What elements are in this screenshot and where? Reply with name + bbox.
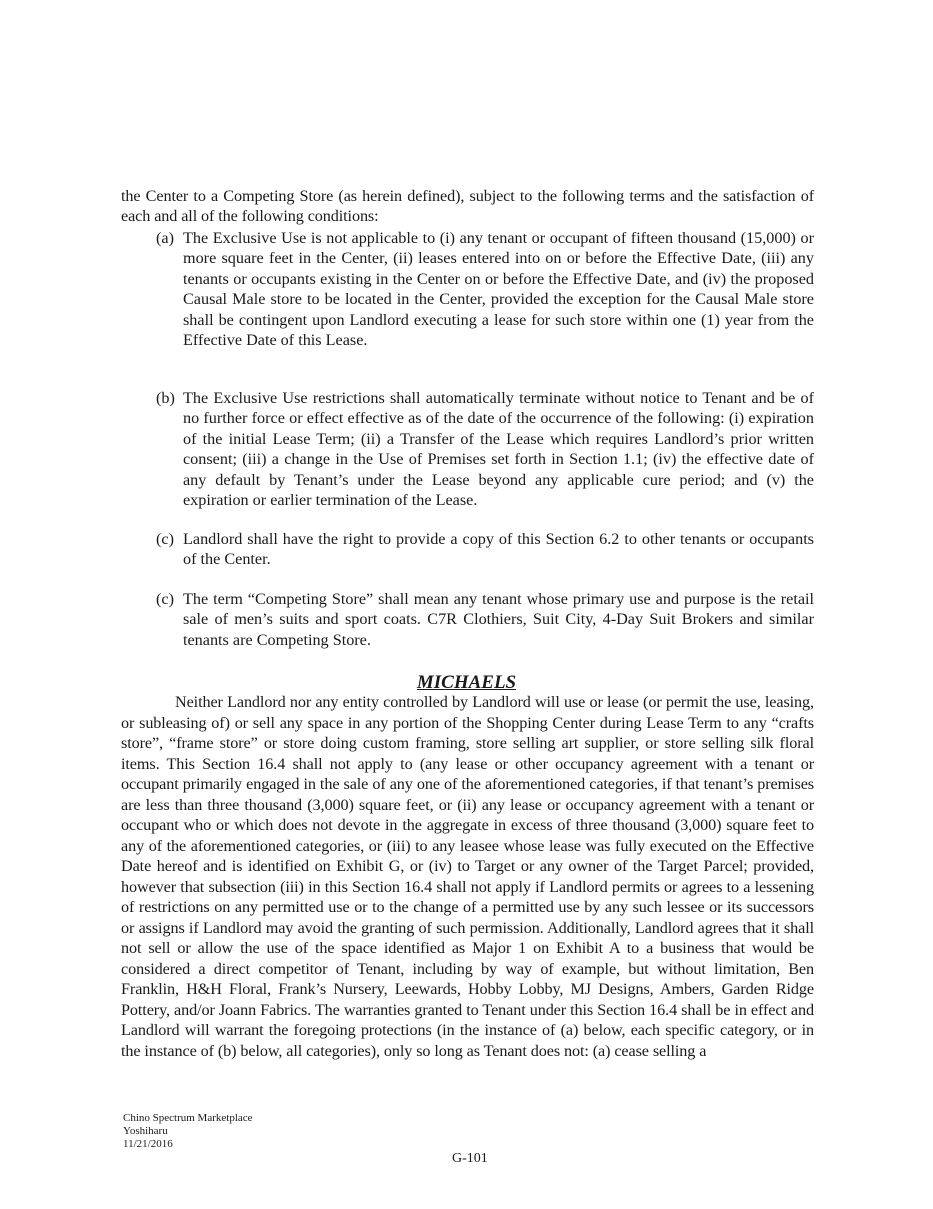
intro-paragraph: the Center to a Competing Store (as herein defined), subject to the following terms and the satisfaction of each and all of the following conditions: [121,187,814,226]
condition-text: The Exclusive Use is not applicable to (i) any tenant or occupant of fifteen thousand (15,000) or more square feet in the Center, (ii) leases entered into on or before the Effective Date, (iii) any tenants or occupants existing in the Center on or before the Effective Date, and (iv) the proposed Causal Male store to be located in the Center, provided the exception for the Causal Male store shall be contingent upon Landlord executing a lease for such store within one (1) year from the Effective Date of this Lease. [183,229,814,350]
michaels-paragraph: Neither Landlord nor any entity controlled by Landlord will use or lease (or permit the use, leasing, or subleasing of) or sell any space in any portion of the Shopping Center during Lease Term to any “crafts store”, “frame store” or store doing custom framing, store selling art supplier, or store selling silk floral items. This Section 16.4 shall not apply to (any lease or other occupancy agreement with a tenant or occupant primarily engaged in the sale of any one of the aforementioned categories, if that tenant’s premises are less than three thousand (3,000) square feet, or (ii) any lease or occupancy agreement with a tenant or occupant who or which does not devote in the aggregate in excess of three thousand (3,000) square feet to any of the aforementioned categories, or (iii) to any leasee whose lease was fully executed on the Effective Date hereof and is identified on Exhibit G, or (iv) to Target or any owner of the Target Parcel; provided, however that subsection (iii) in this Section 16.4 shall not apply if Landlord permits or agrees to a lessening of restrictions on any permitted use or to the change of a permitted use by any such lessee or its successors or assigns if Landlord may avoid the granting of such permission. Additionally, Landlord agrees that it shall not sell or allow the use of the space identified as Major 1 on Exhibit A to a business that would be considered a direct competitor of Tenant, including by way of example, but without limitation, Ben Franklin, H&H Floral, Frank’s Nursery, Leewards, Hobby Lobby, MJ Designs, Ambers, Garden Ridge Pottery, and/or Joann Fabrics. The warranties granted to Tenant under this Section 16.4 shall be in effect and Landlord will warrant the foregoing protections (in the instance of (a) below, each specific category, or in the instance of (b) below, all categories), only so long as Tenant does not: (a) cease selling a [121,693,814,1060]
condition-text: The Exclusive Use restrictions shall automatically terminate without notice to Tenant and be of no further force or effect effective as of the date of the occurrence of the following: (i) expiration of the initial Lease Term; (ii) a Transfer of the Lease which requires Landlord’s prior written consent; (iii) a change in the Use of Premises set forth in Section 1.1; (iv) the effective date of any default by Tenant’s under the Lease beyond any applicable cure period; and (v) the expiration or earlier termination of the Lease. [183,389,814,510]
condition-c-copy [156,529,814,570]
footer-name: Yoshiharu [123,1125,168,1137]
section-heading: MICHAELS [416,672,517,693]
footer-date: 11/21/2016 [123,1138,173,1150]
condition-text: Landlord shall have the right to provide a copy of this Section 6.2 to other tenants or occupants of the Center. [183,530,814,569]
condition-label: (c) [156,530,174,548]
condition-c-competing-store [156,589,814,650]
page-number: G-101 [452,1151,488,1166]
condition-label: (a) [156,229,174,247]
condition-text: The term “Competing Store” shall mean any tenant whose primary use and purpose is the retail sale of men’s suits and sport coats. C7R Clothiers, Suit City, 4-Day Suit Brokers and similar tenants are Competing Store. [183,590,814,649]
condition-label: (b) [156,389,175,407]
condition-label: (c) [156,590,174,608]
footer-property: Chino Spectrum Marketplace [123,1112,253,1124]
footer-info [123,1112,253,1151]
condition-b [156,388,814,510]
condition-a [156,228,814,350]
